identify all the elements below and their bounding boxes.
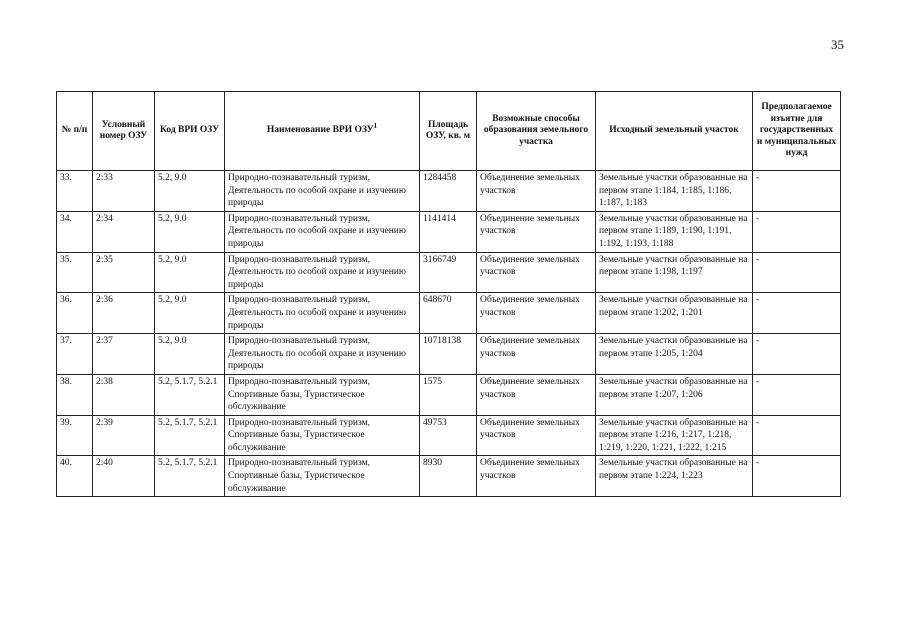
cell-seizure: - [753,456,841,497]
table-row [57,374,841,415]
cell-vri-code: 5.2, 9.0 [155,171,225,212]
cell-vri-name: Природно-познавательный туризм, Деятельность по особой охране и изучению природы [225,252,420,293]
cell-vri-code: 5.2, 5.1.7, 5.2.1 [155,374,225,415]
header-formation-methods: Возможные способы образования земельного участка [477,92,596,171]
cell-area: 10718138 [420,334,477,375]
header-source-plot: Исходный земельный участок [596,92,753,171]
cell-vri-name: Природно-познавательный туризм, Спортивные базы, Туристическое обслуживание [225,456,420,497]
cell-seizure: - [753,374,841,415]
cell-number: 35. [57,252,93,293]
cell-area: 1284458 [420,171,477,212]
header-seizure: Предполагаемое изъятие для государственных и муниципальных нужд [753,92,841,171]
cell-formation-method: Объединение земельных участков [477,415,596,456]
cell-formation-method: Объединение земельных участков [477,171,596,212]
cell-formation-method: Объединение земельных участков [477,334,596,375]
cell-conditional-number: 2:33 [93,171,155,212]
cell-vri-code: 5.2, 9.0 [155,334,225,375]
cell-source-plot: Земельные участки образованные на первом этапе 1:207, 1:206 [596,374,753,415]
cell-vri-code: 5.2, 9.0 [155,293,225,334]
cell-conditional-number: 2:38 [93,374,155,415]
cell-formation-method: Объединение земельных участков [477,456,596,497]
cell-vri-name: Природно-познавательный туризм, Деятельность по особой охране и изучению природы [225,334,420,375]
header-number: № п/п [57,92,93,171]
cell-vri-name: Природно-познавательный туризм, Деятельность по особой охране и изучению природы [225,293,420,334]
cell-conditional-number: 2:37 [93,334,155,375]
cell-area: 648670 [420,293,477,334]
header-footnote-marker: 1 [373,122,378,131]
cell-conditional-number: 2:40 [93,456,155,497]
cell-area: 1141414 [420,211,477,252]
cell-source-plot: Земельные участки образованные на первом этапе 1:184, 1:185, 1:186, 1:187, 1:183 [596,171,753,212]
cell-source-plot: Земельные участки образованные на первом этапе 1:205, 1:204 [596,334,753,375]
header-vri-code: Код ВРИ ОЗУ [155,92,225,171]
cell-formation-method: Объединение земельных участков [477,374,596,415]
cell-vri-code: 5.2, 5.1.7, 5.2.1 [155,415,225,456]
cell-number: 36. [57,293,93,334]
cell-seizure: - [753,252,841,293]
cell-seizure: - [753,211,841,252]
cell-source-plot: Земельные участки образованные на первом этапе 1:202, 1:201 [596,293,753,334]
header-vri-name [225,92,420,171]
cell-number: 34. [57,211,93,252]
cell-conditional-number: 2:35 [93,252,155,293]
table-row [57,171,841,212]
cell-formation-method: Объединение земельных участков [477,211,596,252]
cell-area: 3166749 [420,252,477,293]
cell-area: 8930 [420,456,477,497]
table-row [57,456,841,497]
cell-formation-method: Объединение земельных участков [477,293,596,334]
cell-source-plot: Земельные участки образованные на первом этапе 1:189, 1:190, 1:191, 1:192, 1:193, 1:188 [596,211,753,252]
cell-vri-code: 5.2, 5.1.7, 5.2.1 [155,456,225,497]
cell-vri-name: Природно-познавательный туризм, Спортивные базы, Туристическое обслуживание [225,374,420,415]
cell-number: 38. [57,374,93,415]
cell-conditional-number: 2:34 [93,211,155,252]
cell-conditional-number: 2:39 [93,415,155,456]
cell-number: 40. [57,456,93,497]
land-plots-table [56,91,841,497]
cell-number: 37. [57,334,93,375]
cell-seizure: - [753,334,841,375]
table-row [57,334,841,375]
header-area: Площадь ОЗУ, кв. м [420,92,477,171]
cell-vri-name: Природно-познавательный туризм, Спортивные базы, Туристическое обслуживание [225,415,420,456]
cell-seizure: - [753,171,841,212]
cell-area: 1575 [420,374,477,415]
table-row [57,252,841,293]
cell-seizure: - [753,415,841,456]
cell-number: 33. [57,171,93,212]
cell-conditional-number: 2:36 [93,293,155,334]
table-row [57,293,841,334]
cell-formation-method: Объединение земельных участков [477,252,596,293]
header-vri-name-text: Наименование ВРИ ОЗУ [266,125,374,136]
cell-vri-code: 5.2, 9.0 [155,252,225,293]
cell-vri-code: 5.2, 9.0 [155,211,225,252]
cell-area: 49753 [420,415,477,456]
header-conditional-number: Условный номер ОЗУ [93,92,155,171]
cell-number: 39. [57,415,93,456]
cell-seizure: - [753,293,841,334]
table-row [57,415,841,456]
page-number: 35 [831,37,844,52]
cell-vri-name: Природно-познавательный туризм, Деятельность по особой охране и изучению природы [225,211,420,252]
header-row [57,92,841,171]
cell-vri-name: Природно-познавательный туризм, Деятельность по особой охране и изучению природы [225,171,420,212]
cell-source-plot: Земельные участки образованные на первом этапе 1:198, 1:197 [596,252,753,293]
table-row [57,211,841,252]
cell-source-plot: Земельные участки образованные на первом этапе 1:224, 1:223 [596,456,753,497]
cell-source-plot: Земельные участки образованные на первом этапе 1:216, 1:217, 1:218, 1:219, 1:220, 1:221, 1:222, 1:215 [596,415,753,456]
